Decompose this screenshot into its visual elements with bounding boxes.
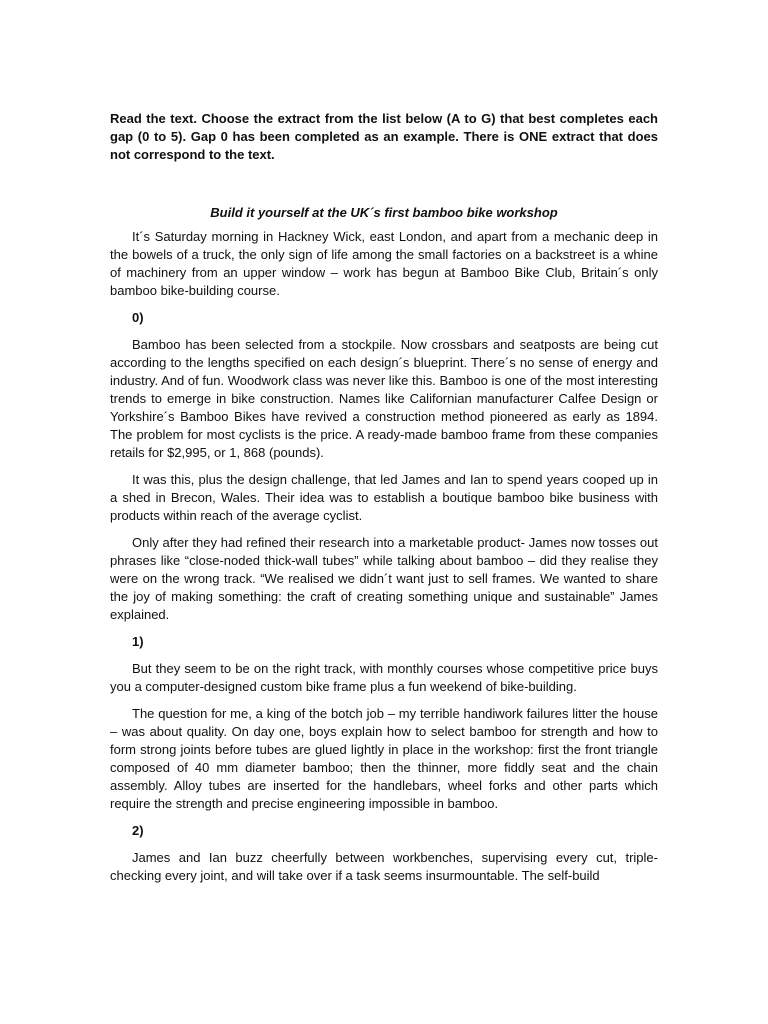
paragraph-5: But they seem to be on the right track, with monthly courses whose competitive price buys you a computer-designed custom bike frame plus a fun weekend of bike-building. — [110, 661, 658, 694]
paragraph-7: James and Ian buzz cheerfully between workbenches, supervising every cut, triple-checking every joint, and will take over if a task seems insurmountable. The self-build — [110, 850, 658, 883]
paragraph-2: Bamboo has been selected from a stockpile. Now crossbars and seatposts are being cut according to the lengths specified on each design´s blueprint. There´s no sense of energy and industry. And of fun. Woodwork class was never like this. Bamboo is one of the most interesting trends to emerge in bike construction. Names like Californian manufacturer Calfee Design or Yorkshire´s Bamboo Bikes have revived a construction method pioneered as early as 1894. The problem for most cyclists is the price. A ready-made bamboo frame from these companies retails for $2,995, or 1, 868 (pounds). — [110, 337, 658, 460]
article-title: Build it yourself at the UK´s first bamboo bike workshop — [210, 205, 558, 220]
paragraph-1: It´s Saturday morning in Hackney Wick, east London, and apart from a mechanic deep in the bowels of a truck, the only sign of life among the small factories on a backstreet is a whine of machinery from an upper window – work has begun at Bamboo Bike Club, Britain´s only bamboo bike-building course. — [110, 229, 658, 298]
paragraph-6: The question for me, a king of the botch job – my terrible handiwork failures litter the house – was about quality. On day one, boys explain how to select bamboo for strength and how to form strong joints before tubes are glued lightly in place in the workshop: first the front triangle composed of 40 mm diameter bamboo; then the thinner, more fiddly seat and the chain assembly. Alloy tubes are inserted for the handlebars, wheel forks and other parts which require the strength and precise engineering impossible in bamboo. — [110, 706, 658, 811]
gap-2-label: 2) — [132, 823, 144, 838]
paragraph-3: It was this, plus the design challenge, that led James and Ian to spend years cooped up in a shed in Brecon, Wales. Their idea was to establish a boutique bamboo bike business with products within reach of the average cyclist. — [110, 472, 658, 523]
instructions: Read the text. Choose the extract from the list below (A to G) that best completes each gap (0 to 5). Gap 0 has been completed as an example. There is ONE extract that does not correspond to the text. — [110, 111, 658, 162]
document-page — [110, 110, 658, 894]
paragraph-4: Only after they had refined their research into a marketable product- James now tosses out phrases like “close-noded thick-wall tubes” while talking about bamboo – did they realise they were on the wrong track. “We realised we didn´t want just to sell frames. We wanted to share the joy of making something: the craft of creating something unique and sustainable” James explained. — [110, 535, 658, 622]
gap-0-label: 0) — [132, 310, 144, 325]
gap-1-label: 1) — [132, 634, 144, 649]
